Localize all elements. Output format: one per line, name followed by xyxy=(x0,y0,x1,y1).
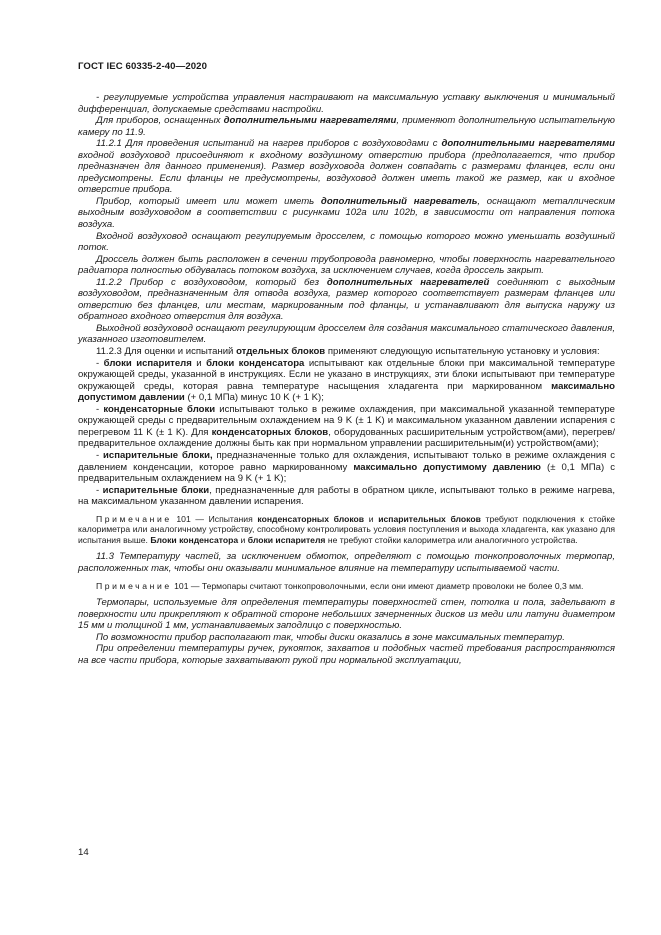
text-run: - регулируемые устройства управления настраивают на максимальную уставку выключения и минимальный дифференциал, допускаемые средствами настройки. xyxy=(78,92,615,115)
defined-term: конденсаторные блоки xyxy=(103,403,216,415)
body-paragraph xyxy=(78,358,615,404)
text-run: 101 — Испытания xyxy=(171,513,258,524)
note-paragraph xyxy=(78,514,615,546)
text-run: Прибор, который имеет или может иметь xyxy=(96,195,321,207)
text-run: При определении температуры ручек, рукояток, захватов и подобных частей требования распространяются на все части прибора, которые захватывают рукой при нормальной эксплуатации, xyxy=(78,643,615,666)
text-run: Дроссель должен быть расположен в сечении трубопровода равномерно, чтобы поверхность нагревательного радиатора полностью обдувалась потоком воздуха, за исключением случаев, когда дроссель закрыт. xyxy=(78,253,615,277)
text-run: и xyxy=(238,534,248,545)
text-run: - xyxy=(96,403,104,415)
defined-term: блоки конденсатора xyxy=(206,357,305,369)
text-run: , оборудованных расширительным устройством(ами), перегрев/предварительное охлаждение должны быть как при нормальном управлении расширительным(и) устройством(ами); xyxy=(78,426,616,450)
text-run: Для приборов, оснащенных xyxy=(96,115,224,127)
standard-header: ГОСТ IEC 60335-2-40—2020 xyxy=(78,61,208,72)
text-run: входной воздуховод присоединяют к входному воздушному отверстию прибора (предполагается, что прибор предназначен для данного применения). Размер воздуховода должен совпадать с размерами фланцев, если они предусмотрены. Если фланцы не предусмотрены, воздуховод должен иметь такой же размер, как и входное отверстие прибора. xyxy=(78,149,615,196)
defined-term: максимально допустимому давлению xyxy=(353,461,541,473)
body-paragraph xyxy=(78,254,615,277)
text-run: и xyxy=(191,357,207,369)
body-paragraph xyxy=(78,485,615,508)
text-run: Термопары, используемые для определения температуры поверхностей стен, потолка и пола, задельвают в поверхности или прикрепляют к обратной стороне небольших зачерненных дисков из меди или латуни диаметром 15 мм и толщиной 1 мм, устанавливаемых заподлицо с поверхностью. xyxy=(78,597,615,632)
body-paragraph xyxy=(78,138,615,196)
text-run: 101 — Термопары считают тонкопроволочными, если они имеют диаметр проволоки не более 0,3 мм. xyxy=(171,580,584,591)
text-run: (+ 0,1 МПа) минус 10 K (+ 1 K); xyxy=(184,392,324,404)
defined-term: испарительные блоки, xyxy=(103,449,213,461)
text-run: испытывают как отдельные блоки при максимальной температуре окружающей среды, указанной в инструкциях. Если не указано в инструкциях, эти блоки испытывают при температуре окружающей среды, которая равна температуре насыщения хладагента при маркированном xyxy=(78,357,616,392)
text-run: 11.2.1 Для проведения испытаний на нагрев приборов с воздуховодами с xyxy=(96,138,442,150)
text-run: - xyxy=(96,449,104,461)
text-run: , предназначенные для работы в обратном цикле, испытывают только в режиме нагрева, на максимальном указанном давлении испарения. xyxy=(78,484,615,508)
note-label: Примечание xyxy=(96,580,172,591)
defined-term: дополнительный нагреватель xyxy=(320,195,478,207)
body-paragraph xyxy=(78,115,615,138)
body-paragraph xyxy=(78,551,615,574)
defined-term: Блоки конденсатора xyxy=(150,534,239,545)
defined-term: блоки испарителя xyxy=(103,357,192,369)
defined-term: испарительных блоков xyxy=(378,513,481,524)
body-paragraph xyxy=(78,450,615,485)
text-run: соединяют с выходным воздуховодом, предназначенным для отвода воздуха, размер которого соответствует размерам фланцев или отверстию без фланцев, или местам, маркированным под фланцы, и устанавливают для выпуска наружу из обратного входного отверстия для воздуха. xyxy=(78,276,616,323)
page-number: 14 xyxy=(78,847,89,858)
text-run: предназначенные только для охлаждения, испытывают только в режиме охлаждения с давлением конденсации, которое равно маркированному xyxy=(78,449,616,473)
text-run: не требуют стойки калориметра или аналогичного устройства. xyxy=(325,534,578,545)
note-paragraph xyxy=(78,581,615,592)
body-paragraph xyxy=(78,632,615,644)
body-paragraph xyxy=(78,277,615,323)
text-run: , применяют дополнительную испытательную камеру по 11.9. xyxy=(78,115,615,138)
text-run: и xyxy=(364,513,379,524)
text-run: Входной воздуховод оснащают регулируемым дросселем, с помощью которого можно уменьшать воздушный поток. xyxy=(78,230,615,254)
defined-term: дополнительных нагревателей xyxy=(326,276,490,288)
text-run: - xyxy=(96,484,103,496)
body-paragraph xyxy=(78,323,615,346)
body-paragraph xyxy=(78,404,615,450)
text-run: применяют следующую испытательную установку и условия: xyxy=(325,346,600,358)
defined-term: максимально допустимом давлении xyxy=(78,380,615,404)
body-paragraph xyxy=(78,346,615,358)
text-run: Выходной воздуховод оснащают регулирующим дросселем для создания максимального статического давления, указанного изготовителем. xyxy=(78,322,615,346)
body-paragraph xyxy=(78,643,615,666)
body-paragraph xyxy=(78,92,615,115)
defined-term: испарительные блоки xyxy=(102,484,210,496)
body-paragraph xyxy=(78,597,615,632)
note-label: Примечание xyxy=(96,513,172,524)
text-run: испытывают только в режиме охлаждения, при максимальной указанной температуре окружающей среды с предварительным охлаждением на 9 K (± 1 K) и максимальном указанном давлении испарения с перегревом 11 K (± 1 K). Для xyxy=(78,403,615,438)
text-run: требуют подключения к стойке калориметра или аналогичному устройству, способному контролировать условия поступления и выхода хладагента, как указано для испытания выше. xyxy=(78,513,616,545)
text-run: 11.2.3 Для оценки и испытаний xyxy=(96,346,237,358)
defined-term: конденсаторных блоков xyxy=(257,513,365,524)
defined-term: блоки испарителя xyxy=(247,534,326,545)
text-run: - xyxy=(96,357,104,369)
defined-term: конденсаторных блоков xyxy=(211,426,329,438)
text-run: , оснащают металлическим выходным воздуховодом в соответствии с рисунками 102а или 102b, в зависимости от направления потока воздуха. xyxy=(78,195,615,231)
defined-term: отдельных блоков xyxy=(236,346,326,358)
defined-term: дополнительными нагревателями xyxy=(223,115,397,127)
text-run: (± 0,1 МПа) с предварительным охлаждением на 9 K (+ 1 K); xyxy=(78,461,615,485)
body-paragraph xyxy=(78,196,615,231)
text-run: По возможности прибор располагают так, чтобы диски оказались в зоне максимальных температур. xyxy=(96,631,565,643)
body-paragraph xyxy=(78,231,615,254)
document-body xyxy=(78,92,615,666)
text-run: 11.2.2 Прибор с воздуховодом, который без xyxy=(96,276,327,288)
defined-term: дополнительными нагревателями xyxy=(441,138,615,150)
text-run: 11.3 Температуру частей, за исключением обмоток, определяют с помощью тонкопроволочных термопар, расположенных так, чтобы они оказывали минимальное влияние на температуру испытываемой части. xyxy=(78,551,615,575)
